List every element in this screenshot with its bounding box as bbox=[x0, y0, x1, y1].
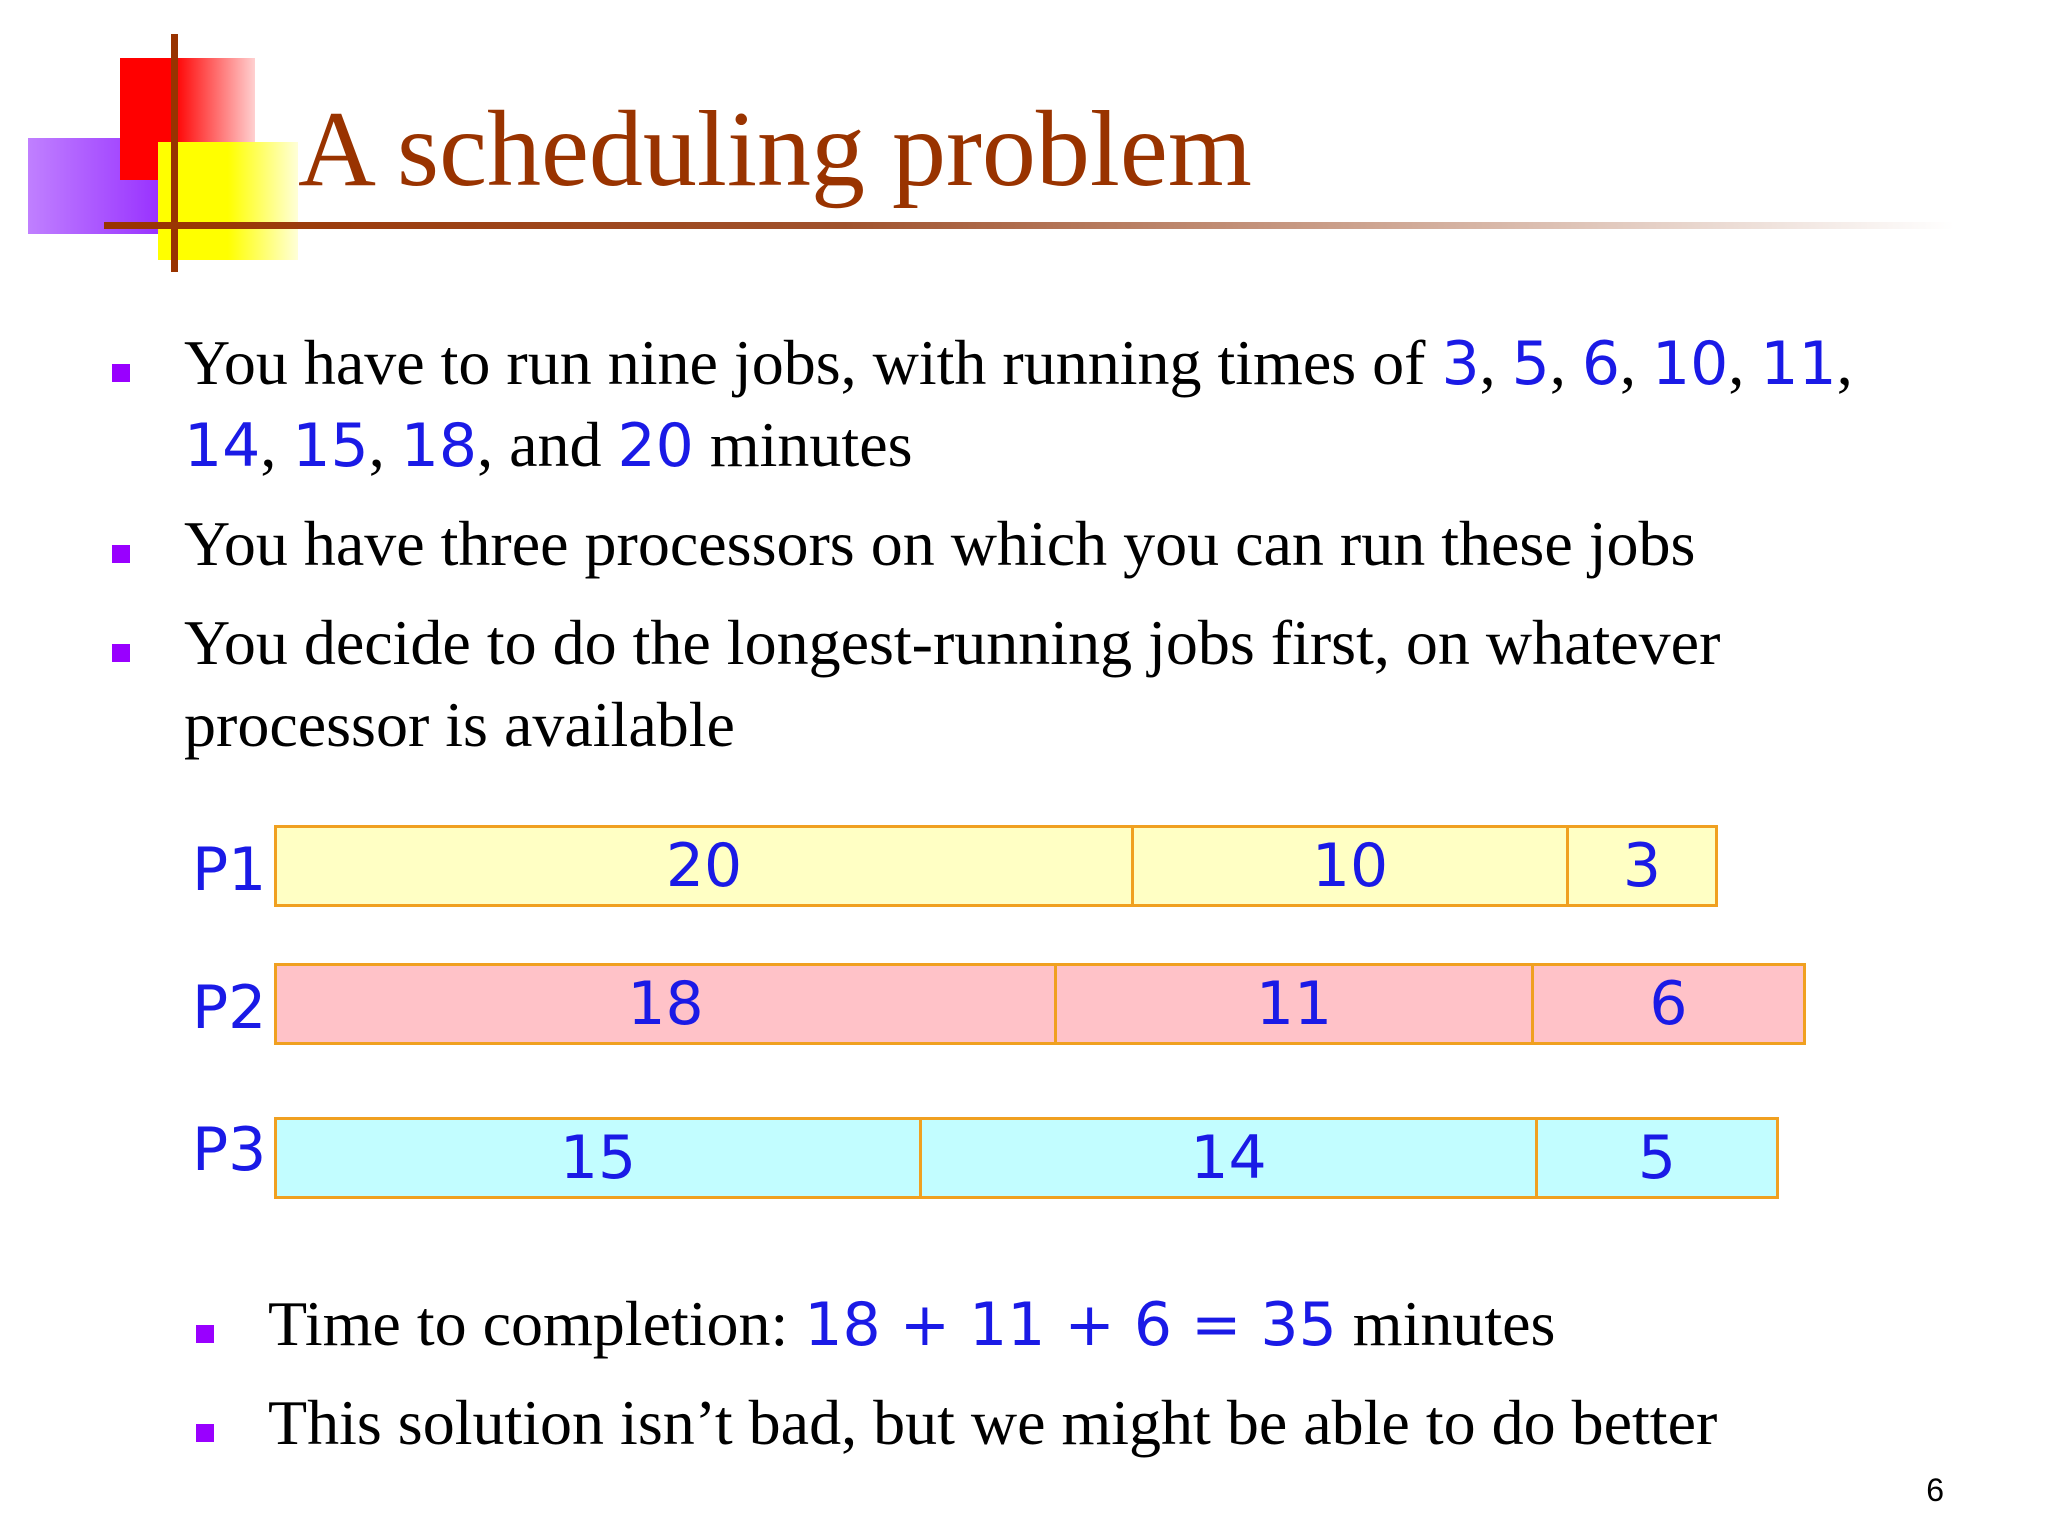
separator: , bbox=[1728, 327, 1761, 398]
logo-yellow-square bbox=[158, 142, 298, 260]
job-time: 20 bbox=[617, 411, 694, 481]
job-bar: 11 bbox=[1054, 963, 1534, 1045]
bullet-marker bbox=[112, 364, 130, 382]
bullet-marker bbox=[196, 1424, 214, 1442]
job-bar: 6 bbox=[1531, 963, 1806, 1045]
job-bar: 14 bbox=[919, 1117, 1538, 1199]
page-number: 6 bbox=[1926, 1472, 1944, 1508]
bullet-marker bbox=[196, 1325, 214, 1343]
processor-label-p1: P1 bbox=[192, 835, 267, 905]
completion-time-bullet bbox=[268, 1283, 1555, 1366]
separator: , bbox=[1836, 327, 1853, 398]
bullet-marker bbox=[112, 644, 130, 662]
job-time: 11 bbox=[1760, 329, 1837, 399]
job-time: 18 bbox=[400, 411, 478, 481]
job-bar: 20 bbox=[274, 825, 1134, 907]
separator: , bbox=[1549, 327, 1582, 398]
slide-title: A scheduling problem bbox=[298, 90, 1252, 209]
bullet-2: You have three processors on which you can run these jobs bbox=[184, 508, 1696, 579]
separator: , bbox=[368, 409, 401, 480]
completion-time-expression: 18 + 11 + 6 = 35 bbox=[804, 1290, 1337, 1360]
job-bar: 3 bbox=[1566, 825, 1718, 907]
processor-label-p3: P3 bbox=[192, 1115, 267, 1185]
bullet-1-text: You have to run nine jobs, with running times of bbox=[184, 327, 1442, 398]
job-time: 15 bbox=[292, 411, 369, 481]
job-time: 6 bbox=[1581, 329, 1620, 399]
bullet-3-line-2: processor is available bbox=[184, 689, 735, 760]
title-underline bbox=[104, 222, 1954, 229]
completion-time-label: Time to completion: bbox=[268, 1288, 805, 1359]
job-time: 14 bbox=[184, 411, 261, 481]
processor-label-p2: P2 bbox=[192, 973, 267, 1043]
bullet-1-suffix: minutes bbox=[693, 409, 913, 480]
job-time: 3 bbox=[1441, 329, 1480, 399]
job-bar: 5 bbox=[1535, 1117, 1779, 1199]
separator: , and bbox=[477, 409, 618, 480]
bullet-marker bbox=[112, 545, 130, 563]
completion-time-unit: minutes bbox=[1336, 1288, 1556, 1359]
bullet-1-line-2 bbox=[184, 404, 913, 487]
conclusion-bullet: This solution isn’t bad, but we might be able to do better bbox=[268, 1387, 1718, 1458]
job-bar: 10 bbox=[1131, 825, 1569, 907]
logo-vertical-line bbox=[171, 34, 178, 272]
separator: , bbox=[1620, 327, 1652, 398]
job-bar: 15 bbox=[274, 1117, 922, 1199]
job-bar: 18 bbox=[274, 963, 1057, 1045]
separator: , bbox=[260, 409, 293, 480]
separator: , bbox=[1479, 327, 1512, 398]
job-time: 10 bbox=[1652, 329, 1729, 399]
bullet-1-line-1 bbox=[184, 322, 1853, 405]
job-time: 5 bbox=[1511, 329, 1550, 399]
bullet-3-line-1: You decide to do the longest-running jobs first, on whatever bbox=[184, 607, 1721, 678]
